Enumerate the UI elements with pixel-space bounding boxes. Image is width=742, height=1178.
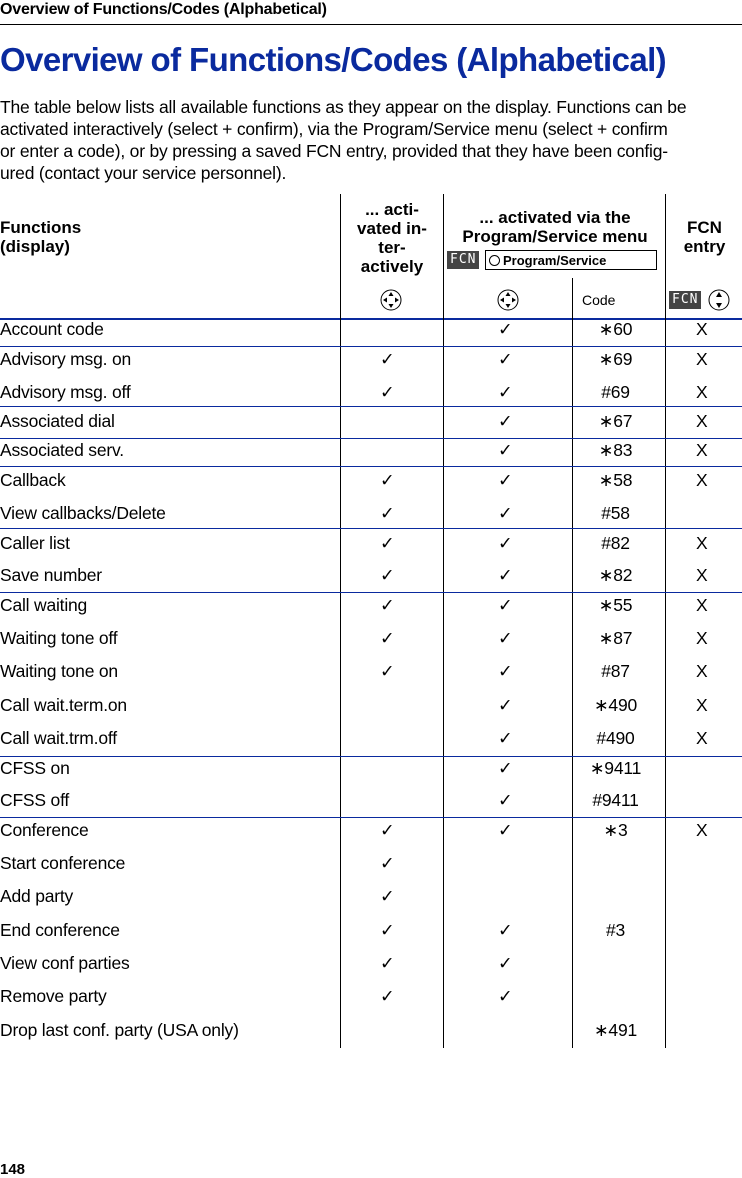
- interactive-check: ✓: [380, 349, 395, 369]
- function-name: View callbacks/Delete: [0, 503, 166, 523]
- code-value: ∗87: [598, 628, 633, 648]
- interactive-check: ✓: [380, 886, 395, 906]
- function-name: Caller list: [0, 533, 70, 553]
- interactive-check: ✓: [380, 565, 395, 585]
- navigator-up-down-icon: [708, 289, 730, 311]
- group-separator: [0, 438, 742, 439]
- header-interactive: ... acti- vated in- ter- actively: [357, 200, 427, 276]
- menu-check: ✓: [498, 986, 513, 1006]
- code-value: ∗490: [593, 695, 638, 715]
- interactive-check: ✓: [380, 853, 395, 873]
- fcn-entry-mark: X: [696, 319, 708, 339]
- intro-line: activated interactively (select + confirm), via the Program/Service menu (select + confirm: [0, 119, 668, 139]
- code-value: #58: [601, 503, 630, 523]
- group-separator: [0, 528, 742, 529]
- code-value: ∗58: [598, 470, 633, 490]
- function-name: Waiting tone on: [0, 661, 118, 681]
- interactive-check: ✓: [380, 533, 395, 553]
- code-value: ∗55: [598, 595, 633, 615]
- interactive-check: ✓: [380, 953, 395, 973]
- interactive-check: ✓: [380, 503, 395, 523]
- fcn-entry-mark: X: [696, 595, 708, 615]
- fcn-key-icon: FCN: [447, 250, 479, 269]
- menu-check: ✓: [498, 820, 513, 840]
- page-number: 148: [0, 1161, 26, 1178]
- function-name: Advisory msg. on: [0, 349, 132, 369]
- function-name: Conference: [0, 820, 89, 840]
- column-divider: [340, 318, 341, 1048]
- menu-check: ✓: [498, 503, 513, 523]
- function-name: Call waiting: [0, 595, 88, 615]
- menu-check: ✓: [498, 349, 513, 369]
- navigator-select-icon: [497, 289, 519, 311]
- navigator-select-icon: [380, 289, 402, 311]
- intro-paragraph: [0, 96, 742, 184]
- group-separator: [0, 756, 742, 757]
- code-value: ∗3: [603, 820, 628, 840]
- intro-line: or enter a code), or by pressing a saved FCN entry, provided that they have been config-: [0, 141, 668, 161]
- code-value: ∗67: [598, 411, 633, 431]
- menu-check: ✓: [498, 790, 513, 810]
- header-program-service-menu: ... activated via the Program/Service menu: [462, 208, 648, 246]
- menu-check: ✓: [498, 595, 513, 615]
- header-fcn-entry: FCN entry: [683, 218, 726, 256]
- group-separator: [0, 592, 742, 593]
- column-divider: [572, 278, 573, 318]
- function-name: CFSS off: [0, 790, 70, 810]
- function-name: Add party: [0, 886, 74, 906]
- menu-check: ✓: [498, 440, 513, 460]
- interactive-check: ✓: [380, 628, 395, 648]
- function-name: Callback: [0, 470, 66, 490]
- menu-check: ✓: [498, 411, 513, 431]
- function-name: Start conference: [0, 853, 126, 873]
- group-separator: [0, 406, 742, 407]
- menu-check: ✓: [498, 628, 513, 648]
- interactive-check: ✓: [380, 820, 395, 840]
- group-separator: [0, 466, 742, 467]
- intro-line: ured (contact your service personnel).: [0, 163, 287, 183]
- header-functions: Functions (display): [0, 218, 82, 256]
- column-divider: [443, 318, 444, 1048]
- function-name: Drop last conf. party (USA only): [0, 1020, 239, 1040]
- interactive-check: ✓: [380, 661, 395, 681]
- code-value: #87: [601, 661, 630, 681]
- code-value: ∗69: [598, 349, 633, 369]
- function-name: Call wait.term.on: [0, 695, 127, 715]
- function-name: Call wait.trm.off: [0, 728, 117, 748]
- column-divider: [443, 194, 444, 318]
- code-value: #9411: [592, 790, 639, 810]
- function-name: Advisory msg. off: [0, 382, 131, 402]
- function-name: CFSS on: [0, 758, 70, 778]
- function-name: Associated dial: [0, 411, 115, 431]
- function-name: Account code: [0, 319, 104, 339]
- group-separator: [0, 817, 742, 818]
- code-value: ∗491: [593, 1020, 638, 1040]
- intro-line: The table below lists all available functions as they appear on the display. Functions can be: [0, 97, 687, 117]
- menu-check: ✓: [498, 470, 513, 490]
- fcn-key-icon: FCN: [669, 290, 701, 309]
- code-subheader: Code: [582, 292, 616, 308]
- page-title: Overview of Functions/Codes (Alphabetical): [0, 41, 667, 78]
- column-divider: [665, 194, 666, 318]
- function-name: End conference: [0, 920, 120, 940]
- fcn-entry-mark: X: [696, 533, 708, 553]
- menu-check: ✓: [498, 319, 513, 339]
- menu-check: ✓: [498, 920, 513, 940]
- code-value: ∗82: [598, 565, 633, 585]
- interactive-check: ✓: [380, 470, 395, 490]
- function-name: Waiting tone off: [0, 628, 118, 648]
- fcn-entry-mark: X: [696, 349, 708, 369]
- menu-check: ✓: [498, 695, 513, 715]
- code-value: #3: [605, 920, 626, 940]
- running-header: Overview of Functions/Codes (Alphabetical): [0, 0, 742, 25]
- code-value: ∗60: [598, 319, 633, 339]
- menu-check: ✓: [498, 565, 513, 585]
- menu-check: ✓: [498, 953, 513, 973]
- interactive-check: ✓: [380, 986, 395, 1006]
- fcn-entry-mark: X: [696, 382, 708, 402]
- program-service-key: Program/Service: [485, 250, 657, 270]
- function-name: Associated serv.: [0, 440, 124, 460]
- function-name: Save number: [0, 565, 102, 585]
- fcn-entry-mark: X: [696, 728, 708, 748]
- fcn-entry-mark: X: [696, 628, 708, 648]
- menu-check: ✓: [498, 382, 513, 402]
- code-value: #490: [596, 728, 635, 748]
- code-value: ∗9411: [589, 758, 642, 778]
- fcn-entry-mark: X: [696, 565, 708, 585]
- interactive-check: ✓: [380, 595, 395, 615]
- fcn-entry-mark: X: [696, 440, 708, 460]
- fcn-entry-mark: X: [696, 695, 708, 715]
- code-value: #82: [601, 533, 630, 553]
- fcn-entry-mark: X: [696, 820, 708, 840]
- function-name: View conf parties: [0, 953, 130, 973]
- column-divider: [340, 194, 341, 318]
- key-led-icon: [489, 255, 500, 266]
- code-value: ∗83: [598, 440, 633, 460]
- fcn-entry-mark: X: [696, 661, 708, 681]
- menu-check: ✓: [498, 533, 513, 553]
- code-value: #69: [601, 382, 630, 402]
- menu-check: ✓: [498, 728, 513, 748]
- interactive-check: ✓: [380, 920, 395, 940]
- interactive-check: ✓: [380, 382, 395, 402]
- group-separator: [0, 346, 742, 347]
- fcn-entry-mark: X: [696, 470, 708, 490]
- fcn-entry-mark: X: [696, 411, 708, 431]
- function-name: Remove party: [0, 986, 107, 1006]
- menu-check: ✓: [498, 661, 513, 681]
- menu-check: ✓: [498, 758, 513, 778]
